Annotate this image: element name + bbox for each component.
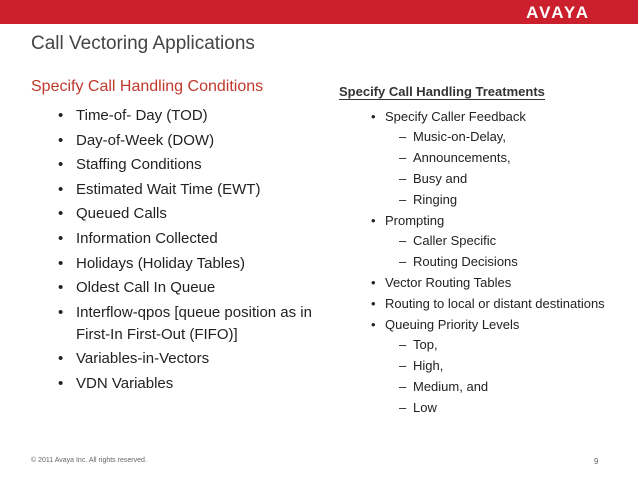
treatment-sublabel: Music-on-Delay, <box>413 129 506 144</box>
treatment-sublabel: Top, <box>413 337 438 352</box>
bullet-icon: • <box>58 107 64 124</box>
bullet-icon: • <box>58 254 64 272</box>
conditions-heading: Specify Call Handling Conditions <box>31 78 264 95</box>
dash-icon: – <box>399 192 407 207</box>
copyright-text: © 2011 Avaya Inc. All rights reserved. <box>31 457 147 464</box>
condition-label: Queued Calls <box>76 205 167 223</box>
treatment-label: Prompting <box>385 213 445 228</box>
treatment-label: Vector Routing Tables <box>385 275 512 290</box>
treatment-sublist <box>385 127 637 209</box>
avaya-logo: AVAYA <box>526 3 590 22</box>
treatment-label: Queuing Priority Levels <box>385 317 520 332</box>
condition-item <box>58 373 348 395</box>
condition-item <box>58 277 348 299</box>
treatment-subitem <box>385 398 637 417</box>
treatment-label: Routing to local or distant destinations <box>385 296 605 311</box>
treatment-item <box>371 294 637 313</box>
treatment-sublabel: Routing Decisions <box>413 254 518 269</box>
condition-label: Estimated Wait Time (EWT) <box>76 180 261 198</box>
bullet-icon: • <box>371 213 376 228</box>
condition-item <box>58 203 348 225</box>
bullet-icon: • <box>58 279 64 297</box>
dash-icon: – <box>399 337 407 352</box>
dash-icon: – <box>399 171 407 186</box>
treatment-subitem <box>385 148 637 167</box>
treatment-item <box>371 315 637 417</box>
treatment-subitem <box>385 127 637 146</box>
dash-icon: – <box>399 379 407 394</box>
dash-icon: – <box>399 233 407 248</box>
dash-icon: – <box>399 150 407 165</box>
condition-item <box>58 348 348 370</box>
treatment-subitem <box>385 356 637 375</box>
bullet-icon: • <box>58 350 64 368</box>
page-title: Call Vectoring Applications <box>31 33 255 54</box>
dash-icon: – <box>399 358 407 373</box>
condition-item <box>58 130 348 152</box>
bullet-icon: • <box>58 229 64 247</box>
treatment-sublabel: Low <box>413 400 437 415</box>
dash-icon: – <box>399 129 407 144</box>
bullet-icon: • <box>371 275 376 290</box>
treatment-sublabel: High, <box>413 358 444 373</box>
bullet-icon: • <box>371 317 376 332</box>
dash-icon: – <box>399 400 407 415</box>
condition-item <box>58 228 348 250</box>
treatment-item <box>371 273 637 292</box>
condition-label: Oldest Call In Queue <box>76 279 216 297</box>
treatment-subitem <box>385 335 637 354</box>
treatment-sublabel: Caller Specific <box>413 233 497 248</box>
condition-label: Time-of- Day (TOD) <box>76 107 208 124</box>
treatment-item <box>371 211 637 271</box>
bullet-icon: • <box>58 205 64 223</box>
page-number: 9 <box>594 457 599 466</box>
condition-label: Information Collected <box>76 229 218 247</box>
condition-item <box>58 253 348 275</box>
bullet-icon: • <box>58 156 64 174</box>
condition-label: Interflow-qpos [queue position as in First-In First-Out (FIFO)] <box>76 303 312 343</box>
treatments-heading: Specify Call Handling Treatments <box>339 84 545 99</box>
condition-label: VDN Variables <box>76 374 174 392</box>
condition-item <box>58 302 348 346</box>
treatment-sublabel: Announcements, <box>413 150 511 165</box>
bullet-icon: • <box>371 109 376 124</box>
treatment-subitem <box>385 231 637 250</box>
condition-label: Day-of-Week (DOW) <box>76 131 215 149</box>
treatment-subitem <box>385 190 637 209</box>
treatment-subitem <box>385 377 637 396</box>
treatment-sublabel: Medium, and <box>413 379 489 394</box>
condition-label: Holidays (Holiday Tables) <box>76 254 245 272</box>
bullet-icon: • <box>371 296 376 311</box>
treatment-sublabel: Busy and <box>413 171 468 186</box>
treatment-subitem <box>385 169 637 188</box>
condition-label: Variables-in-Vectors <box>76 350 210 368</box>
treatment-label: Specify Caller Feedback <box>385 109 526 124</box>
treatment-item <box>371 107 637 209</box>
bullet-icon: • <box>58 180 64 198</box>
condition-item <box>58 179 348 201</box>
treatment-sublabel: Ringing <box>413 192 458 207</box>
condition-label: Staffing Conditions <box>76 156 202 174</box>
treatment-sublist <box>385 335 637 417</box>
brand-bar <box>0 0 638 24</box>
treatments-list <box>371 107 637 419</box>
conditions-list <box>58 105 348 398</box>
treatment-subitem <box>385 252 637 271</box>
dash-icon: – <box>399 254 407 269</box>
bullet-icon: • <box>58 374 64 392</box>
treatment-sublist <box>385 231 637 271</box>
condition-item <box>58 154 348 176</box>
bullet-icon: • <box>58 131 64 149</box>
bullet-icon: • <box>58 303 64 321</box>
condition-item <box>58 105 348 127</box>
